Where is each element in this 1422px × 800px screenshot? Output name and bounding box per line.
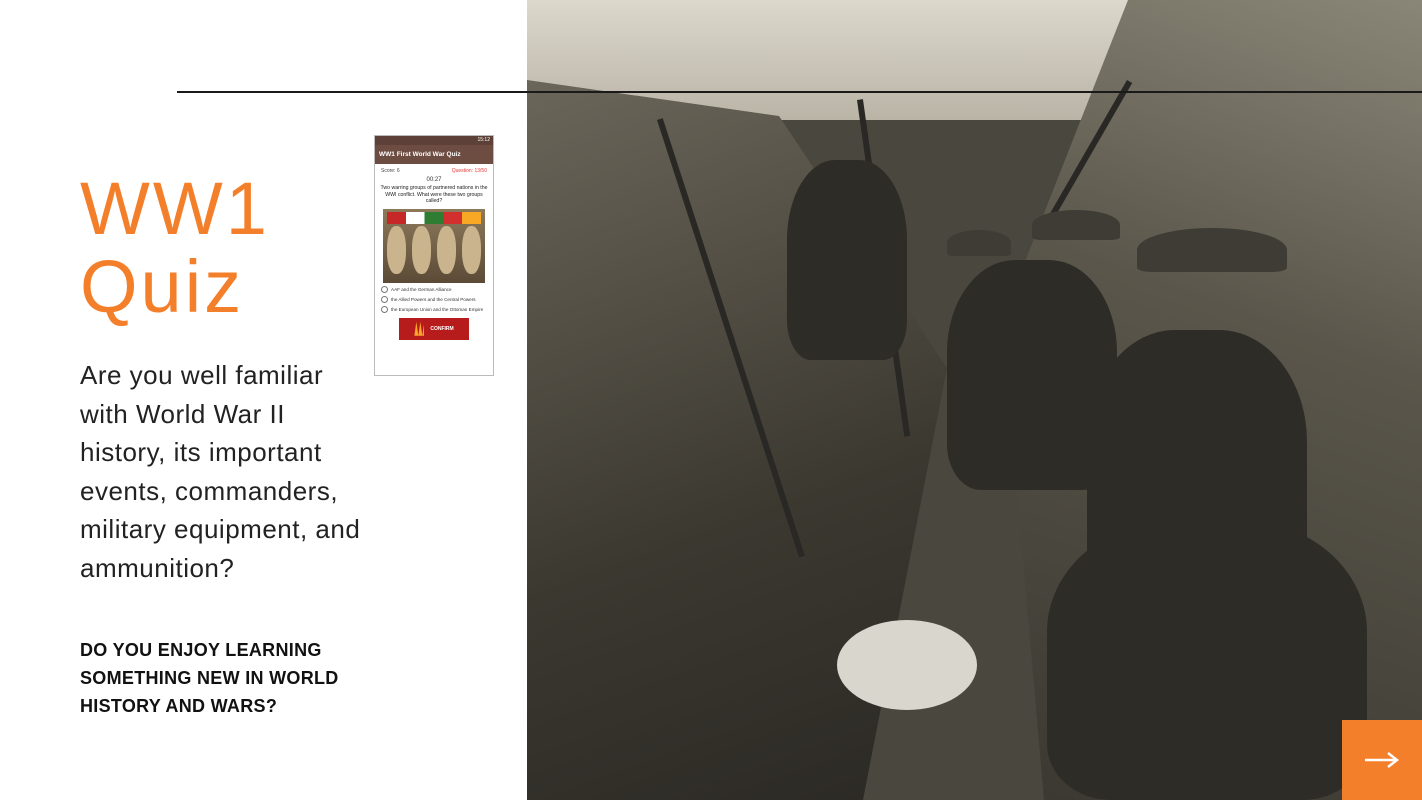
trench-photo: [527, 0, 1422, 800]
phone-question-text: Two warring groups of partnered nations in the WWI conflict. What were these two groups called?: [380, 185, 488, 205]
page-title: WW1 Quiz: [80, 167, 270, 328]
radio-icon: [381, 296, 388, 303]
photo-dog: [837, 620, 977, 710]
phone-question-counter: Question: 13/50: [451, 168, 487, 174]
phone-status-bar: 15:12: [375, 136, 493, 145]
phone-option: [375, 303, 493, 313]
soldiers-icon: [414, 322, 424, 336]
phone-confirm-button: [399, 318, 469, 340]
photo-soldier-cap: [1137, 228, 1287, 272]
phone-app-title: WW1 First World War Quiz: [375, 145, 493, 164]
phone-flags-image: [387, 212, 481, 224]
radio-icon: [381, 306, 388, 313]
phone-confirm-label: CONFIRM: [430, 325, 454, 332]
description-text: Are you well familiar with World War II history, its important events, commanders, military equipment, and ammunition?: [80, 360, 361, 583]
next-button[interactable]: [1342, 720, 1422, 800]
photo-soldier-cap: [1032, 210, 1120, 240]
phone-portraits: [387, 226, 481, 276]
phone-portrait: [462, 226, 481, 274]
phone-option: [375, 283, 493, 293]
phone-score: Score: 6: [381, 168, 400, 174]
radio-icon: [381, 286, 388, 293]
question-heading: DO YOU ENJOY LEARNING SOMETHING NEW IN WORLD HISTORY AND WARS?: [80, 640, 339, 716]
phone-option-label: AAF and the German Alliance: [391, 286, 452, 292]
phone-option-label: the Allied Powers and the Central Powers: [391, 296, 476, 302]
phone-option-label: the European Union and the Ottoman Empire: [391, 306, 484, 312]
app-screenshot: [374, 135, 494, 376]
photo-soldier: [1047, 520, 1367, 800]
phone-portrait: [437, 226, 456, 274]
phone-option: [375, 293, 493, 303]
phone-timer: 00:27: [426, 177, 442, 183]
arrow-right-icon: [1363, 750, 1401, 770]
phone-question-image: [383, 209, 485, 283]
photo-soldier: [787, 160, 907, 360]
phone-portrait: [387, 226, 406, 274]
phone-portrait: [412, 226, 431, 274]
photo-soldier-cap: [947, 230, 1011, 256]
divider-line: [177, 91, 1422, 93]
phone-score-row: [375, 164, 493, 174]
